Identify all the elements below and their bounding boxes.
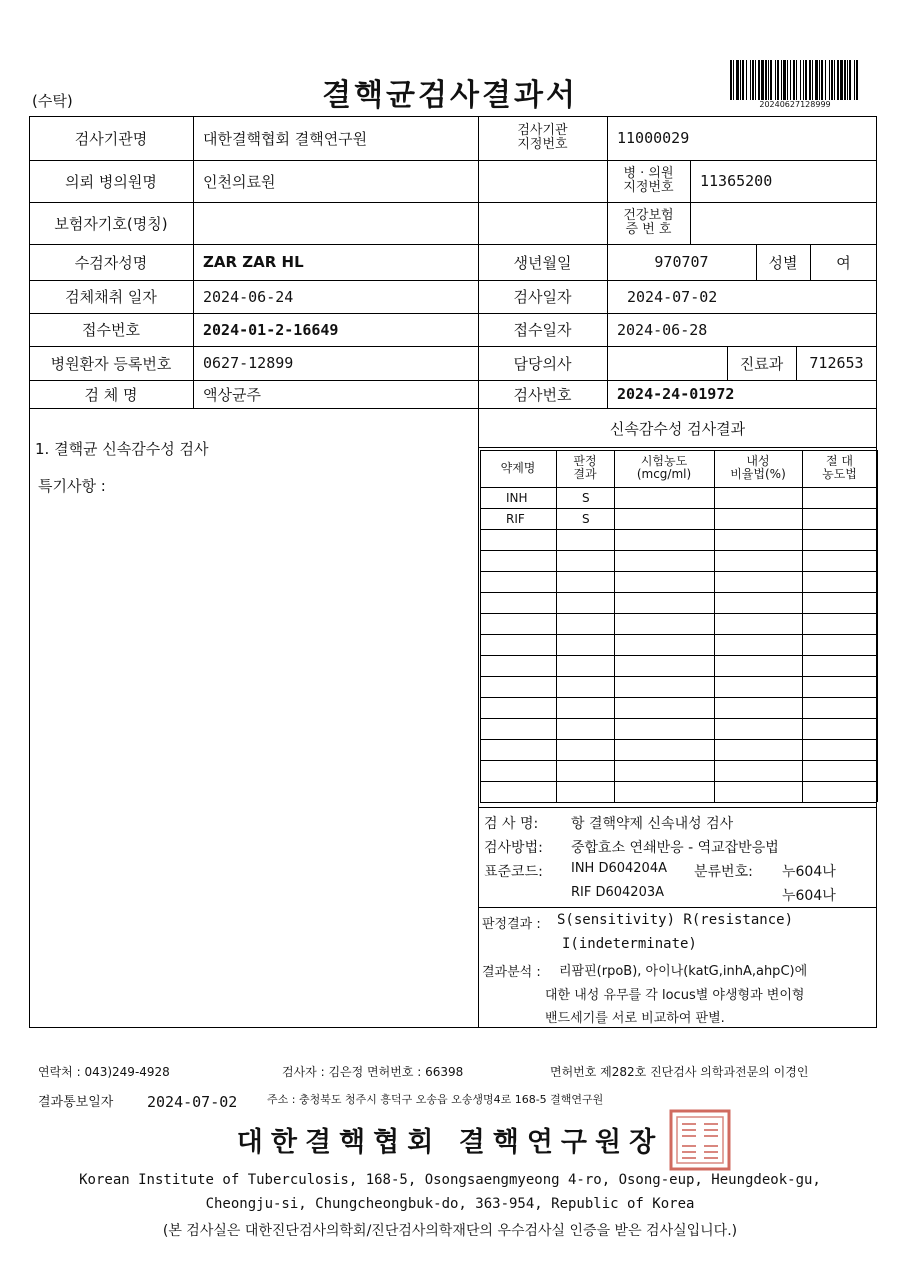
- lab-id-label: 검사기관 지정번호: [517, 123, 568, 152]
- doctor-value: [607, 346, 727, 380]
- department-label: 진료과: [739, 354, 784, 373]
- analysis-line2: 대한 내성 유무를 각 locus별 야생형과 변이형: [545, 988, 805, 1003]
- insurer-label: 보험자기호(명칭): [54, 214, 168, 233]
- certification-note: (본 검사실은 대한진단검사의학회/진단검사의학재단의 우수검사실 인증을 받은 검사실입니다.): [162, 1223, 738, 1239]
- col-conc-header: 시험농도 (mcg/ml): [636, 454, 692, 481]
- doctor-label: 담당의사: [513, 354, 572, 373]
- hospital-id-label: 병 · 의원 지정번호: [623, 166, 674, 195]
- judgement-line1: S(sensitivity) R(resistance): [557, 912, 794, 928]
- insurance-no-label: 건강보험 증 번 호: [623, 208, 674, 237]
- std-code-label: 표준코드:: [484, 864, 543, 880]
- test-method-label: 검사방법:: [484, 840, 543, 856]
- receipt-date-label: 접수일자: [513, 321, 572, 339]
- result-table-title: 신속감수성 검사결과: [609, 419, 746, 438]
- remarks-label: 특기사항 :: [38, 477, 106, 495]
- test-name-value: 항 결핵약제 신속내성 검사: [571, 816, 734, 832]
- test-method-value: 중합효소 연쇄반응 - 역교잡반응법: [571, 840, 779, 856]
- std-code-1: INH D604204A: [571, 861, 667, 876]
- document-title: 결핵균검사결과서: [322, 78, 578, 113]
- judgement-label: 판정결과 :: [482, 917, 541, 932]
- organization-name: 대한결핵협회 결핵연구원장: [236, 1127, 664, 1158]
- col-ratio-header: 내성 비율법(%): [730, 454, 786, 481]
- col-abs-header: 절 대 농도법: [822, 454, 857, 481]
- examiner: 검사자 : 김은정 면허번호 : 66398: [282, 1065, 464, 1079]
- sex-value: 여: [836, 253, 851, 272]
- specimen-value: 액상균주: [203, 385, 261, 404]
- judgement-line2: I(indeterminate): [562, 936, 697, 952]
- result-rif: S: [582, 512, 590, 526]
- hospital-label: 의뢰 병의원명: [65, 172, 157, 191]
- english-address-2: Cheongju-si, Chungcheongbuk-do, 363-954, Republic of Korea: [205, 1196, 695, 1212]
- receipt-no-label: 접수번호: [82, 321, 140, 339]
- collection-date-label: 검체채취 일자: [65, 288, 157, 306]
- test-no-value: 2024-24-01972: [617, 385, 735, 403]
- test-no-label: 검사번호: [513, 385, 572, 404]
- patient-reg-value: 0627-12899: [203, 354, 294, 372]
- class-no-2: 누604나: [782, 888, 836, 904]
- analysis-line1: 리팜핀(rpoB), 아이나(katG,inhA,ahpC)에: [559, 964, 808, 979]
- patient-name-label: 수검자성명: [74, 253, 148, 272]
- specimen-label: 검 체 명: [84, 385, 138, 404]
- analysis-label: 결과분석 :: [482, 965, 541, 980]
- lab-name-value: 대한결핵협회 결핵연구원: [203, 129, 368, 148]
- insurance-no-value: [690, 202, 877, 244]
- birthdate-label: 생년월일: [513, 253, 572, 272]
- std-code-2: RIF D604203A: [571, 885, 665, 900]
- english-address-1: Korean Institute of Tuberculosis, 168-5, Osongsaengmyeong 4-ro, Osong-eup, Heungdeok-gu,: [79, 1172, 821, 1188]
- col-drug-header: 약제명: [500, 460, 536, 475]
- address: 주소 : 충청북도 청주시 흥덕구 오송읍 오송생명4로 168-5 결핵연구원: [267, 1093, 604, 1106]
- insurer-value: [193, 202, 478, 244]
- result-inh: S: [582, 491, 590, 505]
- director-license: 면허번호 제282호 진단검사 의학과전문의 이경인: [550, 1065, 809, 1079]
- barcode: [730, 60, 860, 100]
- test-name-label: 검 사 명:: [484, 816, 539, 832]
- notify-date: 2024-07-02: [147, 1093, 238, 1111]
- barcode-number: 20240627128999: [759, 100, 831, 109]
- birthdate-value: 970707: [654, 253, 709, 271]
- official-seal-icon: [668, 1108, 732, 1172]
- hospital-id-value: 11365200: [700, 172, 773, 190]
- contact: 연락처 : 043)249-4928: [38, 1065, 170, 1079]
- consignment-label: (수탁): [32, 92, 73, 110]
- col-judge-header: 판정 결과: [573, 454, 597, 481]
- drug-inh: INH: [506, 491, 528, 505]
- department-value: 712653: [809, 354, 864, 372]
- sex-label: 성별: [768, 253, 798, 272]
- collection-date-value: 2024-06-24: [203, 287, 294, 306]
- test-date-label: 검사일자: [513, 288, 572, 306]
- class-no-1: 누604나: [782, 864, 836, 880]
- notify-date-label: 결과통보일자: [38, 1095, 114, 1110]
- receipt-no-value: 2024-01-2-16649: [203, 320, 339, 339]
- patient-reg-label: 병원환자 등록번호: [50, 354, 172, 373]
- hospital-value: 인천의료원: [203, 172, 276, 191]
- receipt-date-value: 2024-06-28: [617, 320, 708, 339]
- test-item: 1. 결핵균 신속감수성 검사: [35, 440, 209, 458]
- patient-name-value: ZAR ZAR HL: [203, 253, 304, 271]
- class-no-label: 분류번호:: [694, 864, 753, 880]
- analysis-line3: 밴드세기를 서로 비교하여 판별.: [545, 1011, 725, 1026]
- test-date-value: 2024-07-02: [627, 287, 718, 306]
- drug-rif: RIF: [506, 512, 525, 526]
- lab-name-label: 검사기관명: [74, 129, 148, 148]
- lab-id-value: 11000029: [617, 129, 690, 147]
